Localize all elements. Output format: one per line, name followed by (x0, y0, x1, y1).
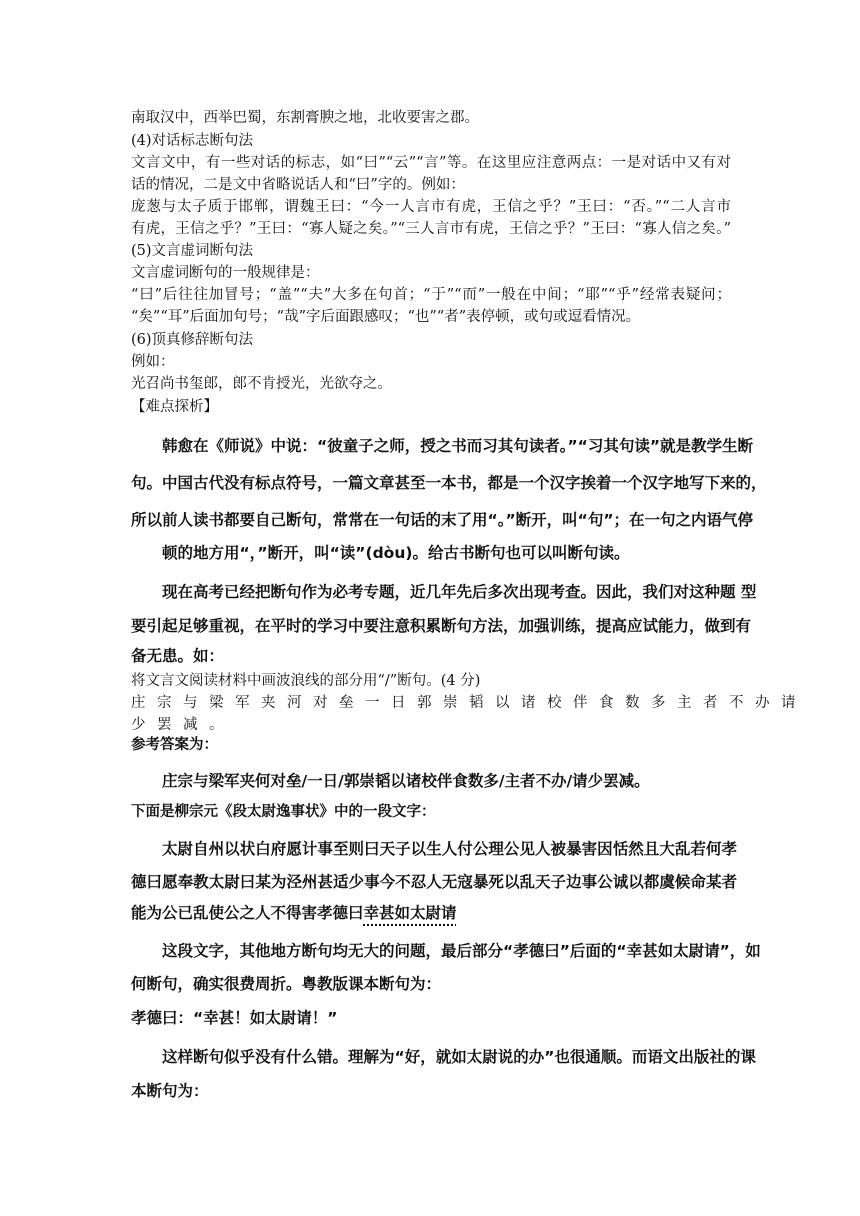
paragraph-line: 这样断句似乎没有什么错。理解为“好，就如太尉说的办”也很通顺。而语文出版社的课 (162, 1048, 756, 1066)
paragraph-line: 要引起足够重视，在平时的学习中要注意积累断句方法，加强训练，提高应试能力，做到有 (131, 617, 752, 635)
passage-segment: 能为公已乱使公之人不得害孝德曰 (131, 904, 364, 922)
text-line: 文言虚词断句的一般规律是： (131, 265, 320, 281)
section-heading: (6)顶真修辞断句法 (131, 332, 254, 348)
paragraph-line: 孝德曰：“幸甚！如太尉请！” (131, 1009, 338, 1027)
section-title: 【难点探析】 (131, 399, 218, 415)
text-line: 有虎，王信之乎？”王曰：“寡人疑之矣。”“三人言市有虎，王信之乎？”王曰：“寡人信之矣。” (131, 221, 731, 237)
passage-line: 太尉自州以状白府愿计事至则曰天子以生人付公理公见人被暴害因恬然且大乱若何孝 (162, 840, 737, 858)
paragraph-line: 备无患。如： (131, 647, 225, 665)
section-heading: (5)文言虚词断句法 (131, 243, 254, 259)
paragraph-line: 这段文字，其他地方断句均无大的问题，最后部分“孝德曰”后面的“幸甚如太尉请”，如 (162, 942, 761, 960)
paragraph-line: 何断句，确实很费周折。粤教版课本断句为： (131, 975, 442, 993)
text-line: 光召尚书玺郎，郎不肯授光，光欲夺之。 (131, 376, 392, 392)
text-line: 文言文中，有一些对话的标志，如“曰”“云”“言”等。在这里应注意两点：一是对话中又有对 (131, 155, 731, 171)
text-line: 例如： (131, 354, 175, 370)
question-line: 将文言文阅读材料中画波浪线的部分用“/”断句。(4 分) (131, 673, 481, 689)
question-text: 少罢减。 (131, 717, 235, 733)
paragraph-line: 顿的地方用“，”断开，叫“读”(dòu)。给古书断句也可以叫断句读。 (162, 544, 630, 562)
paragraph-line: 韩愈在《师说》中说：“彼童子之师，授之书而习其句读者。”“习其句读”就是教学生断 (162, 437, 754, 455)
text-line: “曰”后往往加冒号；“盖”“夫”大多在句首；“于”“而”一般在中间；“耶”“乎”经常表疑问； (131, 287, 731, 303)
paragraph-line: 句。中国古代没有标点符号，一篇文章甚至一本书，都是一个汉字挨着一个汉字地写下来的， (131, 474, 767, 492)
paragraph-line: 本断句为： (131, 1082, 209, 1100)
text-line: 话的情况，二是文中省略说话人和“曰”字的。例如： (131, 177, 465, 193)
dotted-underline-text: 幸甚如太尉请 (363, 904, 457, 922)
text-line: “矣”“耳”后面加句号；“哉”字后面跟感叹；“也”“者”表停顿，或句或逗看情况。 (131, 309, 641, 325)
answer-label: 参考答案为： (131, 737, 218, 753)
paragraph-line: 所以前人读书都要自己断句，常常在一句话的末了用“。”断开，叫“句”；在一句之内语气停 (131, 511, 754, 529)
paragraph-line: 现在高考已经把断句作为必考专题，近几年先后多次出现考查。因此，我们对这种题 型 (162, 583, 757, 601)
passage-line: 德曰愿奉教太尉曰某为泾州甚适少事今不忍人无寇暴死以乱天子边事公诚以都虞候命某者 (131, 873, 737, 891)
text-line: 庞葱与太子质于邯郸，谓魏王曰：“今一人言市有虎，王信之乎？”王曰：“否。”“二人言市 (131, 199, 731, 215)
answer-text: 庄宗与梁军夹何对垒/一日/郭崇韬以诸校伴食数多/主者不办/请少罢减。 (162, 772, 650, 790)
section-heading: (4)对话标志断句法 (131, 133, 254, 149)
paragraph-line: 下面是柳宗元《段太尉逸事状》中的一段文字： (131, 804, 436, 820)
text-line: 南取汉中，西举巴蜀，东割膏腴之地，北收要害之郡。 (131, 110, 479, 126)
question-text: 庄宗与梁军夹河对垒一日郭崇韬以诸校伴食数多主者不办请 (131, 695, 807, 711)
passage-line (131, 902, 737, 924)
